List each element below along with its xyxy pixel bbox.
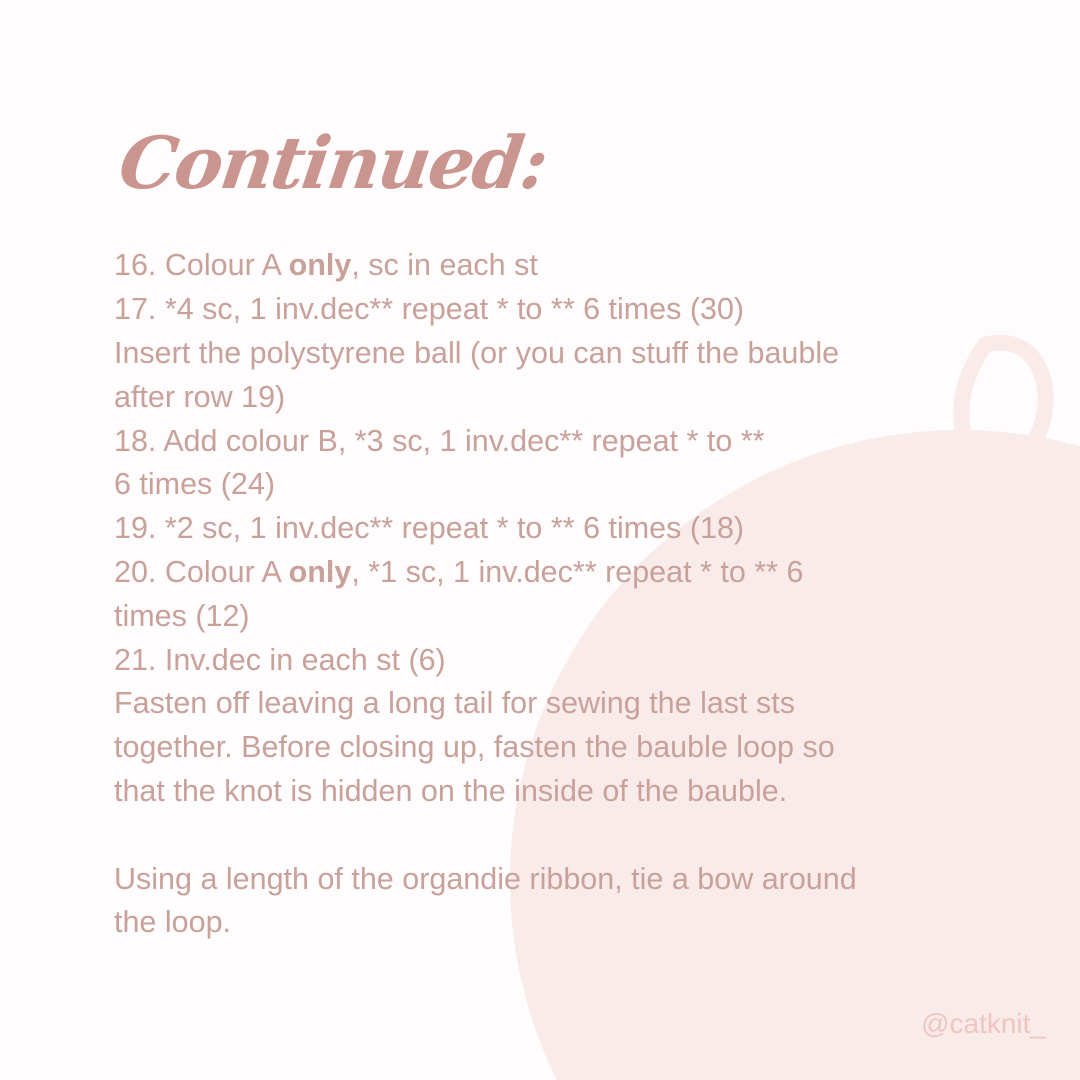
insert-note-line-1: Insert the polystyrene ball (or you can stuff the bauble [114, 335, 840, 370]
ribbon-line-1: Using a length of the organdie ribbon, tie a bow around [114, 861, 857, 896]
author-handle: @catknit_ [921, 1008, 1046, 1039]
step-18-line-1: 18. Add colour B, *3 sc, 1 inv.dec** repeat * to ** [114, 423, 765, 458]
spacer [114, 814, 1014, 858]
fasten-line-2: together. Before closing up, fasten the bauble loop so [114, 730, 835, 765]
step-17: 17. *4 sc, 1 inv.dec** repeat * to ** 6 times (30) [114, 292, 745, 327]
step-20-line-1: 20. Colour A only, *1 sc, 1 inv.dec** repeat * to ** 6 [114, 554, 804, 589]
insert-note-line-2: after row 19) [114, 379, 286, 414]
page-title: Continued: [114, 120, 552, 205]
ribbon-line-2: the loop. [114, 905, 232, 940]
step-16: 16. Colour A only, sc in each st [114, 248, 538, 283]
fasten-line-1: Fasten off leaving a long tail for sewing the last sts [114, 686, 795, 721]
instructions [114, 244, 1014, 945]
step-20-line-2: times (12) [114, 598, 250, 633]
pattern-content [114, 120, 1014, 945]
step-19: 19. *2 sc, 1 inv.dec** repeat * to ** 6 times (18) [114, 511, 745, 546]
step-21: 21. Inv.dec in each st (6) [114, 642, 446, 677]
fasten-line-3: that the knot is hidden on the inside of the bauble. [114, 773, 788, 808]
step-18-line-2: 6 times (24) [114, 467, 276, 502]
